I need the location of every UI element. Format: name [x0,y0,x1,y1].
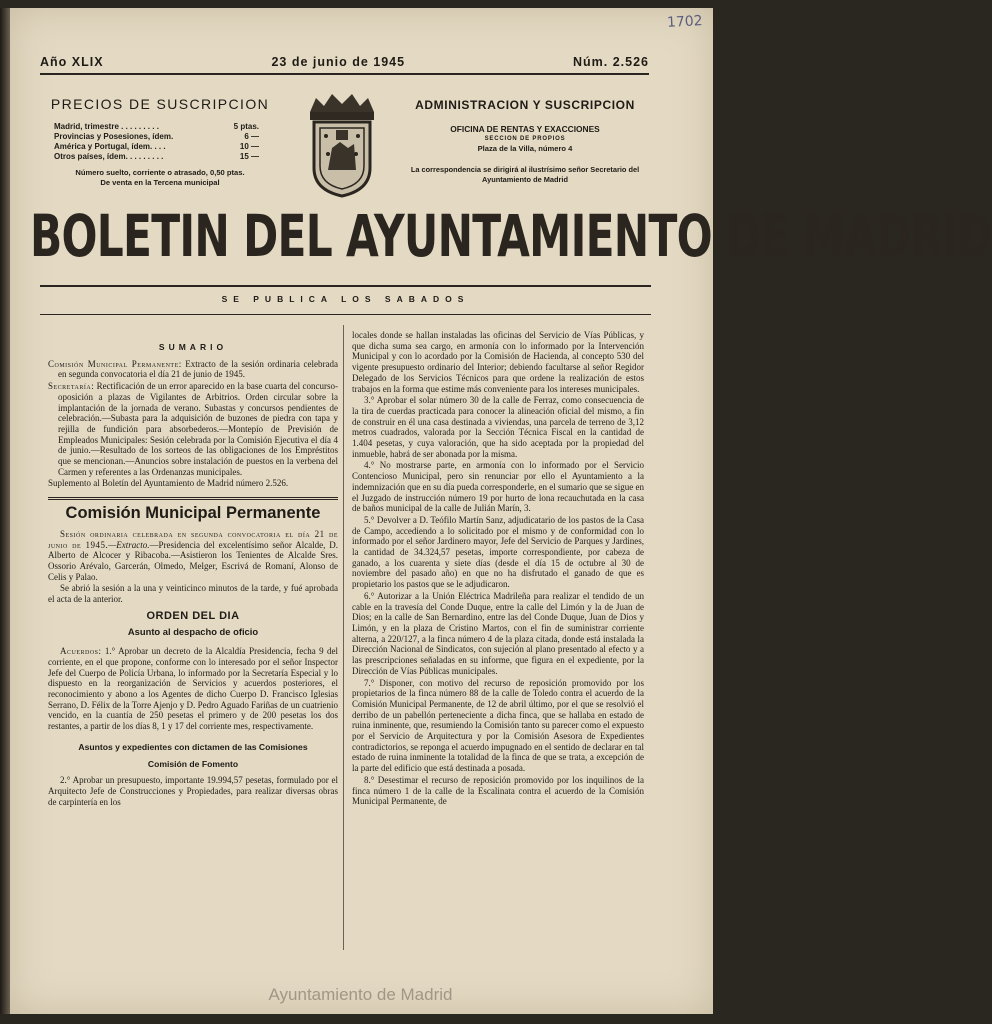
acuerdos-paragraph: Acuerdos: 1.° Aprobar un decreto de la Alcaldía Presidencia, fecha 9 del corriente, en el que propone, conforme con lo interesado por el señor Inspector Jefe del Cuerpo de Policía Urbana, lo informado por la Secretaría Especial y lo dispuesto en la reorganización de Servicios y acuerdos posteriores, el reconocimiento y abono a los Agentes de dicho Cuerpo D. Francisco Iglesias Serrano, D. Félix de la Torre Ajenjo y D. Pedro Aguado Fariñas de un cuatrienio vencido, en la cuantía de 250 pesetas el primero y de 200 pesetas los dos restantes, a partir de los días 8, 1 y 17 del corriente mes, respectivamente. [48,646,338,732]
right-column [352,330,644,808]
year: Año XLIX [40,55,104,69]
price-row: Madrid, trimestre . . . . . . . . . 5 ptas. [54,122,259,131]
item-paragraph: 4.° No mostrarse parte, en armonía con lo informado por el Servicio Contencioso Municipal, pero sin renunciar por ello el Ayuntamiento a la indemnización que en su día pueda corresponderle, en el sumario que se sigue en el Juzgado de instrucción número 19 por hurto de lona recauchutada en la casa de baños municipal de la calle de Julián Marín, 3. [352,460,644,514]
office-name: OFICINA DE RENTAS Y EXACCIONES [450,124,600,134]
correspondence-note: La correspondencia se dirigirá al ilustrísimo señor Secretario del Ayuntamiento de Madrid [410,165,640,184]
sumario-heading: SUMARIO [158,342,228,352]
administration-info [400,98,650,185]
session-paragraph: Sesión ordinaria celebrada en segunda convocatoria el día 21 de junio de 1945.—Extracto.—Presidencia del excelentísimo señor Alcalde, D. Alberto de Alcocer y Ribacoba.—Asistieron los Tenientes de Alcalde Sres. Ossorio Arévalo, Garcerán, Olmedo, Melger, Escrivá de Romaní, Alonso de Celis y Palao. [48,528,338,582]
subsection-heading: Asunto al despacho de oficio [127,626,259,638]
single-issue-note: Número suelto, corriente o atrasado, 0,50 ptas. De venta en la Tercena municipal [75,168,245,187]
item-paragraph: 3.° Aprobar el solar número 30 de la calle de Ferraz, como consecuencia de la tira de cuerdas practicada para conocer la alineación oficial del mismo, a fin de construir en él una casa destinada a viviendas, una parcela de terreno de 3,12 metros cuadrados, valorada por la Sección Técnica Fiscal en la cantidad de 1.404 pesetas, y cuya valoración, que ha sido aceptada por la propiedad del inmueble, habrá de ser abonada por la misma. [352,395,644,459]
section-heading: Comisión Municipal Permanente [65,504,321,523]
watermark: Ayuntamiento de Madrid [268,985,453,1004]
newspaper-title: BOLETIN DEL AYUNTAMIENTO DE MADRID [30,202,992,270]
price-list [40,122,280,162]
sumario-entry: Secretaría: Rectificación de un error aparecido en la base cuarta del concurso-oposición a plazas de Vigilantes de Arbitrios. Orden circular sobre la implantación de la jornada de verano. Subastas y concursos pendientes de celebración.—Subasta para la adquisición de buzones de piedra con tapa y rejilla de fundición para absorbederos.—Montepío de Previsión de Empleados Municipales: Sesión celebrada por la Comisión Ejecutiva el día 4 de junio.—Resultado de los sorteos de las obligaciones de los Empréstitos que se mencionan.—Anuncios sobre instalación de puestos en la verbena del Carmen y referentes a las Ordenanzas municipales. [48,381,338,477]
divider [48,497,338,500]
subsection-heading: Asuntos y expedientes con dictamen de las Comisiones [78,741,308,752]
issue-date: 23 de junio de 1945 [271,55,406,69]
item-paragraph: 5.° Devolver a D. Teófilo Martín Sanz, adjudicatario de los pastos de la Casa de Campo, accediendo a lo solicitado por el mismo y de conformidad con lo informado por el señor Jardinero mayor, Jefe del Servicio de Parques y Jardines, la cantidad de 34.324,57 pesetas, importe correspondiente, por cabeza de ganado, a los cuarenta y siete días (desde el día 15 de octubre al 30 de noviembre del pasado año) en que no ha disfrutado el ganado de que es propietario los pastos que se le adjudicaron. [352,514,644,590]
orden-heading: ORDEN DEL DIA [146,609,240,622]
item-paragraph: 8.° Desestimar el recurso de reposición promovido por los inquilinos de la finca número 1 de la calle de la Escalinata contra el acuerdo de la Comisión Municipal Permanente, de [352,774,644,807]
office-section: SECCION DE PROPIOS [484,136,566,142]
subscription-prices [40,96,280,188]
publication-day: SE PUBLICA LOS SABADOS [221,294,470,304]
column-divider [343,325,344,950]
masthead-line [40,55,649,75]
binding-spine [0,8,10,1014]
item-paragraph: 6.° Autorizar a la Unión Eléctrica Madrileña para realizar el tendido de un cable en la travesía del Conde Duque, entre la calle del Limón y la de Juan de Dios; en la calle de San Bernardino, entre las del Conde Duque, Juan de Dios y Limón, y en la plaza de Cristino Martos, con el fin de suministrar corriente alterna, a 220/127, a la finca número 4 de la plaza citada, donde está instalada la Dirección Nacional de Sindicatos, con sujeción al plano presentado al efecto y a las prescripciones señaladas en su informe, que figura en el expediente, por la Dirección de Vías Públicas municipales. [352,590,644,676]
left-column [48,340,338,808]
handwritten-note: 1702 [666,13,704,31]
price-row: Otros países, ídem. . . . . . . . . 15 — [54,152,259,161]
office-address: Plaza de la Villa, número 4 [477,144,573,153]
item-paragraph: locales donde se hallan instaladas las oficinas del Servicio de Vías Públicas, y que dicha suma sea cargo, en armonía con lo informado por la Intervención Municipal y con lo acordado por la Comisión de Hacienda, al concepto 530 del vigente presupuesto ordinario del Interior; debiendo facultarse al señor Regidor Delegado de los Servicios Técnicos para que ordene la realización de estos trabajos en la forma que estime más conveniente para los intereses municipales. [352,330,644,394]
madrid-coat-of-arms-icon [302,90,382,200]
divider [40,285,651,287]
administration-heading: ADMINISTRACION Y SUSCRIPCION [415,98,635,112]
item-paragraph: 2.° Aprobar un presupuesto, importante 19.994,57 pesetas, formulado por el Arquitecto Jefe de Construcciones y Propiedades, para realizar diversas obras de carpintería en los [48,775,338,807]
price-row: América y Portugal, ídem. . . . 10 — [54,142,259,151]
committee-heading: Comisión de Fomento [147,758,239,769]
opening-paragraph: Se abrió la sesión a la una y veinticinco minutos de la tarde, y fué aprobada el acta de la anterior. [48,583,338,605]
issue-number: Núm. 2.526 [572,55,649,69]
subscription-heading: PRECIOS DE SUSCRIPCION [50,96,270,112]
sumario-entry: Comisión Municipal Permanente: Extracto de la sesión ordinaria celebrada en segunda convocatoria el día 21 de junio de 1945. [48,358,338,380]
price-row: Provincias y Posesiones, ídem. 6 — [54,132,259,141]
divider [40,314,651,315]
supplement-note: Suplemento al Boletín del Ayuntamiento de Madrid número 2.526. [48,478,289,489]
item-paragraph: 7.° Disponer, con motivo del recurso de reposición promovido por los propietarios de la finca número 88 de la calle de Toledo contra el acuerdo de la Comisión Municipal Permanente, de 12 de abril último, por el que se resolvió el derribo de un pabellón perteneciente a dicha finca, que se hallaba en estado de ruina inminente, que, resumiendo la Comisión tanto su parecer como el expuesto por el Servicio de Arquitectura y por la Comisión Asesora de Expedientes contradictorios, se reponga el acuerdo impugnado en el sentido de declarar en tal estado de ruina inminente la totalidad de la finca de que se trata, a excepción de la parte del edificio que está destinada a posada. [352,677,644,774]
